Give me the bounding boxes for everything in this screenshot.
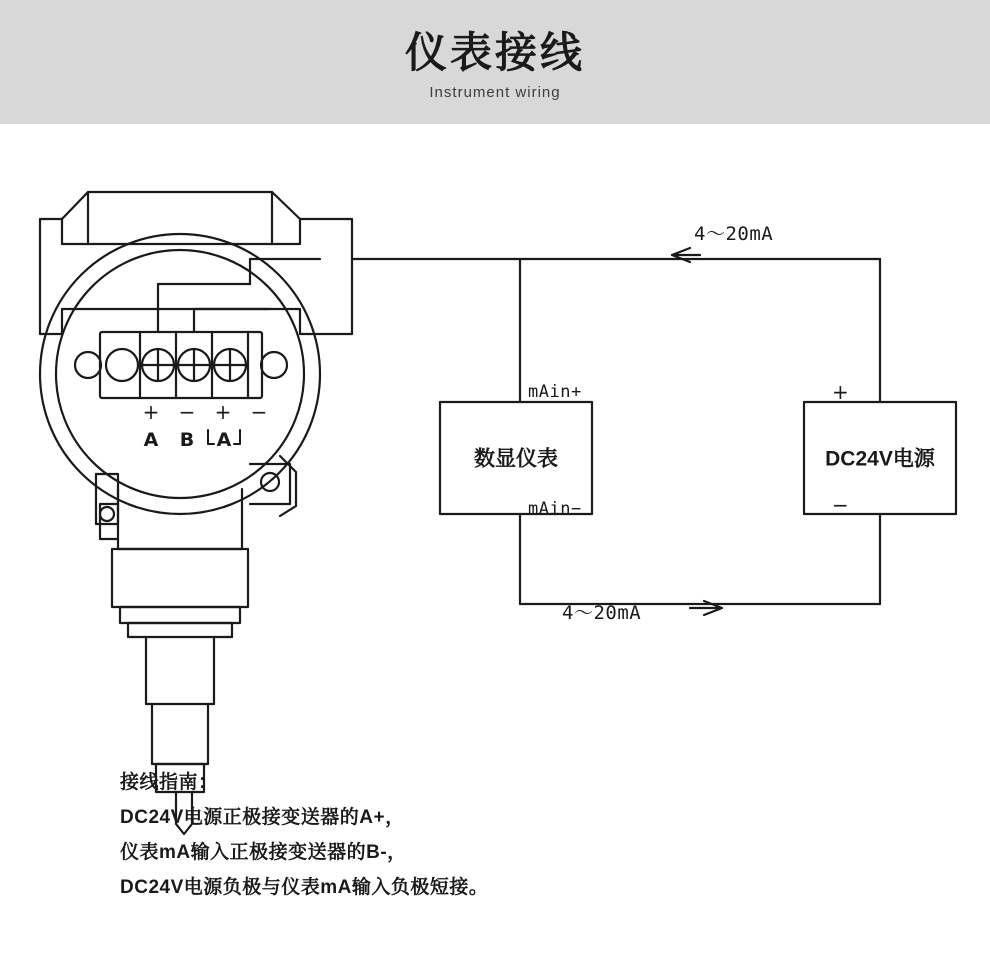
current-arrow-top	[672, 223, 773, 262]
notes-title: 接线指南：	[120, 772, 218, 793]
power-negative-label: −	[832, 493, 849, 517]
page-subtitle: Instrument wiring	[429, 83, 561, 101]
meter-input-negative-label: mAin−	[528, 499, 582, 519]
terminal-sign-4: −	[250, 400, 268, 424]
digital-meter-label: 数显仪表	[474, 447, 558, 471]
page-header	[0, 0, 990, 124]
power-positive-label: +	[832, 380, 849, 404]
dc24v-power-box	[804, 402, 956, 514]
terminal-sign-3: +	[214, 400, 232, 424]
terminal-sign-1: +	[142, 400, 160, 424]
page-title: 仪表接线	[404, 29, 585, 77]
digital-meter-box	[440, 402, 592, 514]
notes-line-3: DC24V电源负极与仪表mA输入负极短接。	[120, 877, 489, 898]
meter-input-positive-label: mAin+	[528, 382, 582, 402]
dc24v-power-label: DC24V电源	[825, 447, 935, 471]
notes-line-2: 仪表mA输入正极接变送器的B-，	[120, 842, 407, 863]
current-top-label: 4～20mA	[694, 223, 774, 245]
notes-line-1: DC24V电源正极接变送器的A+，	[120, 807, 405, 828]
terminal-markings	[143, 400, 268, 451]
transmitter-illustration	[40, 192, 352, 834]
wiring-guide-notes	[120, 765, 820, 905]
terminal-label-b: B	[179, 429, 195, 451]
terminal-sign-2: −	[178, 400, 196, 424]
terminal-label-a: A	[143, 429, 159, 451]
terminal-label-bracket-a: A	[216, 429, 232, 451]
current-bottom-label: 4～20mA	[562, 602, 642, 624]
